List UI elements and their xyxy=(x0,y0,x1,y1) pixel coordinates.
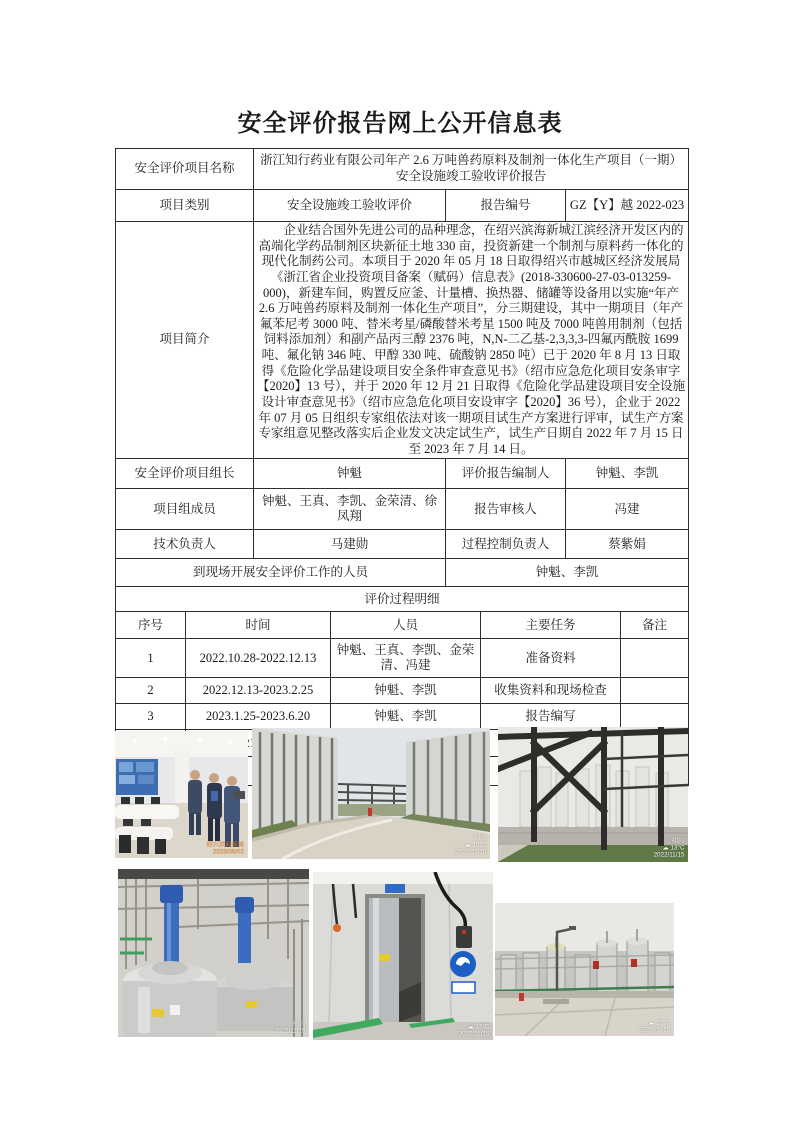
photo-watermark: 绍兴 ☁ 13°C 2022/11/15 xyxy=(653,837,684,859)
info-table xyxy=(115,148,689,786)
detail-row xyxy=(116,639,689,678)
category-value: 安全设施竣工验收评价 xyxy=(254,190,446,222)
photo-reactors xyxy=(118,869,309,1037)
col-no: 序号 xyxy=(116,612,186,639)
table-row xyxy=(116,149,689,190)
tech-value: 马建勋 xyxy=(254,530,446,559)
cloud-icon: ☁ xyxy=(662,844,669,852)
cell-people: 钟魁、王真、李凯、金荣清、冯建 xyxy=(331,639,481,678)
photo-pipe-rack xyxy=(498,727,688,862)
onsite-value: 钟魁、李凯 xyxy=(446,559,689,587)
col-task: 主要任务 xyxy=(481,612,621,639)
page-title: 安全评价报告网上公开信息表 xyxy=(237,111,563,137)
photo-watermark: ☁ 13°C 2023/05/16 xyxy=(638,1018,670,1033)
reviewer-label: 报告审核人 xyxy=(446,489,566,530)
photo-control-room xyxy=(115,731,248,858)
cell-no: 2 xyxy=(116,678,186,704)
process-ctrl-value: 蔡紫娟 xyxy=(566,530,689,559)
cleanroom-door-illustration xyxy=(313,872,493,1040)
cell-task: 收集资料和现场检查 xyxy=(481,678,621,704)
cell-task: 准备资料 xyxy=(481,639,621,678)
onsite-label: 到现场开展安全评价工作的人员 xyxy=(116,559,446,587)
cell-task: 报告编写 xyxy=(481,704,621,730)
col-note: 备注 xyxy=(621,612,689,639)
photo-watermark: ☁ 13°C 2022/11/15 xyxy=(458,1022,489,1037)
detail-section-header: 评价过程明细 xyxy=(116,587,689,612)
reviewer-value: 冯建 xyxy=(566,489,689,530)
detail-row xyxy=(116,704,689,730)
control-room-illustration xyxy=(115,731,248,858)
cloud-icon: ☁ xyxy=(467,1022,474,1030)
cloud-icon: ☁ xyxy=(464,841,471,849)
table-row xyxy=(116,559,689,587)
photo-watermark: 绍兴 ☁ 13°C 2022/11/15 xyxy=(455,834,486,856)
intro-label: 项目简介 xyxy=(116,222,254,459)
cell-no: 1 xyxy=(116,639,186,678)
cell-no: 3 xyxy=(116,704,186,730)
col-time: 时间 xyxy=(186,612,331,639)
report-no-label: 报告编号 xyxy=(446,190,566,222)
photo-plant-road xyxy=(252,728,490,859)
intro-text: 企业结合国外先进公司的品种理念，在绍兴滨海新城江滨经济开发区内的高端化学药品制剂区块新征土地 330 亩，投资新建一个制剂与原料药一体化的现代化制药公司。本项目于 2020 年 05 月 18 日取得绍兴市越城区经济发展局《浙江省企业投资项目备案（赋码）信息表》(2018-330600-27-03-013259-000)，新建车间，购置反应釜、计量槽、换热器、储罐等设备用以实施“年产 2.6 万吨兽药原料及制剂一体化生产项目”，分三期建设，其中一期项目（年产氟苯尼考 3000 吨、替米考星/磷酸替米考星 1500 吨及 7000 吨兽用制剂（包括饲料添加剂）和副产品丙三醇 2376 吨，N,N-二乙基-2,3,3,3-四氟丙酰胺 1699 吨、氟化钠 346 吨、甲醇 330 吨、硫酸钠 2850 吨）已于 2020 年 8 月 13 日取得《危险化学品建设项目安全条件审查意见书》（绍市应急危化项目安条审字【2020】13 号），并于 2020 年 12 月 21 日取得《危险化学品建设项目安全设施设计审查意见书》（绍市应急危化项目安设审字【2020】36 号），企业于 2022 年 07 月 05 日组织专家组依法对该一期项目试生产方案进行评审，试生产方案专家组意见整改落实后企业发文决定试生产，试生产日期自 2022 年 7 月 15 日至 2023 年 7 月 14 日。 xyxy=(254,222,689,459)
tank-farm-illustration xyxy=(495,903,674,1036)
reactors-illustration xyxy=(118,869,309,1037)
cell-people: 钟魁、李凯 xyxy=(331,678,481,704)
project-name-label: 安全评价项目名称 xyxy=(116,149,254,190)
category-label: 项目类别 xyxy=(116,190,254,222)
plant-road-illustration xyxy=(252,728,490,859)
cell-note xyxy=(621,639,689,678)
table-row xyxy=(116,587,689,612)
process-ctrl-label: 过程控制负责人 xyxy=(446,530,566,559)
report-no-value: GZ【Y】越 2022-023 xyxy=(566,190,689,222)
table-row xyxy=(116,530,689,559)
table-row xyxy=(116,489,689,530)
cell-note xyxy=(621,678,689,704)
compiler-value: 钟魁、李凯 xyxy=(566,459,689,489)
project-name-value: 浙江知行药业有限公司年产 2.6 万吨兽药原料及制剂一体化生产项目（一期）安全设施竣工验收评价报告 xyxy=(254,149,689,190)
table-row xyxy=(116,222,689,459)
cell-time: 2023.1.25-2023.6.20 xyxy=(186,704,331,730)
photo-watermark: 绍兴滨海新城 2023/06/02 xyxy=(206,840,244,855)
compiler-label: 评价报告编制人 xyxy=(446,459,566,489)
leader-label: 安全评价项目组长 xyxy=(116,459,254,489)
members-label: 项目组成员 xyxy=(116,489,254,530)
photo-tank-farm xyxy=(495,903,674,1036)
cell-time: 2022.10.28-2022.12.13 xyxy=(186,639,331,678)
table-row xyxy=(116,190,689,222)
table-row xyxy=(116,459,689,489)
cell-note xyxy=(621,704,689,730)
photo-cleanroom-door xyxy=(313,872,493,1040)
leader-value: 钟魁 xyxy=(254,459,446,489)
detail-row xyxy=(116,678,689,704)
detail-header-row xyxy=(116,612,689,639)
tech-label: 技术负责人 xyxy=(116,530,254,559)
cell-time: 2022.12.13-2023.2.25 xyxy=(186,678,331,704)
col-people: 人员 xyxy=(331,612,481,639)
cloud-icon: ☁ xyxy=(648,1018,655,1026)
photo-watermark: 绍兴 2022/11/15 xyxy=(274,1019,305,1034)
cell-people: 钟魁、李凯 xyxy=(331,704,481,730)
members-value: 钟魁、王真、李凯、金荣清、徐凤翔 xyxy=(254,489,446,530)
